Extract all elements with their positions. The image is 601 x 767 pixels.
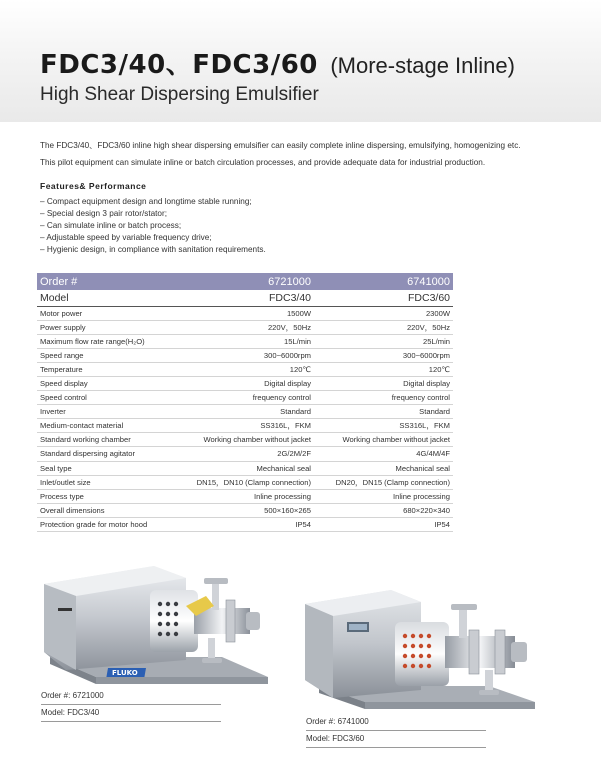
- spec-value: 1500W: [177, 306, 314, 320]
- spec-value: 2G/2M/2F: [177, 447, 314, 461]
- model-value: FDC3/40: [177, 290, 314, 306]
- spec-label: Maximum flow rate range(H₂O): [37, 334, 177, 348]
- order-row: [37, 273, 453, 290]
- spec-value: 220V，50Hz: [177, 320, 314, 334]
- spec-label: Seal type: [37, 461, 177, 475]
- spec-value: Inline processing: [177, 489, 314, 503]
- spec-value: 120℃: [314, 362, 453, 376]
- spec-value: Standard: [177, 405, 314, 419]
- brand-label: FLUKO: [112, 669, 138, 677]
- order-label: Order #: [37, 273, 177, 290]
- spec-value: Digital display: [314, 376, 453, 390]
- caption-fdc3-60: [306, 714, 486, 748]
- spec-value: IP54: [314, 517, 453, 531]
- spec-label: Protection grade for motor hood: [37, 517, 177, 531]
- spec-value: Digital display: [177, 376, 314, 390]
- spec-label: Medium-contact material: [37, 419, 177, 433]
- spec-label: Speed control: [37, 391, 177, 405]
- spec-row: [37, 376, 453, 390]
- product-photo-fdc3-60: [299, 586, 545, 716]
- caption-fdc3-40: [41, 688, 221, 722]
- spec-value: DN20，DN15 (Clamp connection): [314, 475, 453, 489]
- intro-text: [40, 137, 580, 171]
- spec-row: [37, 461, 453, 475]
- feature-item: – Adjustable speed by variable frequency drive;: [40, 232, 266, 244]
- spec-label: Motor power: [37, 306, 177, 320]
- spec-value: SS316L，FKM: [314, 419, 453, 433]
- spec-value: 680×220×340: [314, 503, 453, 517]
- caption-model: Model: FDC3/60: [306, 731, 486, 748]
- spec-value: frequency control: [314, 391, 453, 405]
- features-heading: Features& Performance: [40, 181, 147, 191]
- feature-item: – Compact equipment design and longtime stable running;: [40, 196, 266, 208]
- spec-row: [37, 320, 453, 334]
- spec-value: Working chamber without jacket: [314, 433, 453, 447]
- spec-label: Temperature: [37, 362, 177, 376]
- spec-value: 2300W: [314, 306, 453, 320]
- spec-value: DN15，DN10 (Clamp connection): [177, 475, 314, 489]
- caption-model: Model: FDC3/40: [41, 705, 221, 722]
- page-subtitle: High Shear Dispersing Emulsifier: [40, 84, 319, 105]
- spec-row: [37, 475, 453, 489]
- spec-value: frequency control: [177, 391, 314, 405]
- spec-row: [37, 306, 453, 320]
- caption-order: Order #: 6741000: [306, 714, 486, 731]
- spec-row: [37, 447, 453, 461]
- spec-value: 220V，50Hz: [314, 320, 453, 334]
- spec-label: Inlet/outlet size: [37, 475, 177, 489]
- spec-row: [37, 391, 453, 405]
- spec-value: 300~6000rpm: [177, 348, 314, 362]
- model-row: [37, 290, 453, 306]
- title-main: FDC3/40、FDC3/60: [40, 50, 318, 80]
- spec-value: 4G/4M/4F: [314, 447, 453, 461]
- spec-row: [37, 503, 453, 517]
- intro-line: This pilot equipment can simulate inline or batch circulation processes, and provide adequate data for industrial production.: [40, 158, 486, 167]
- spec-value: IP54: [177, 517, 314, 531]
- spec-row: [37, 348, 453, 362]
- spec-value: Standard: [314, 405, 453, 419]
- feature-item: – Hygienic design, in compliance with sanitation requirements.: [40, 244, 266, 256]
- model-value: FDC3/60: [314, 290, 453, 306]
- order-value: 6721000: [177, 273, 314, 290]
- title-sub: (More-stage Inline): [330, 53, 515, 78]
- spec-value: 15L/min: [177, 334, 314, 348]
- spec-label: Speed display: [37, 376, 177, 390]
- features-list: [40, 196, 266, 256]
- spec-value: 25L/min: [314, 334, 453, 348]
- spec-value: 500×160×265: [177, 503, 314, 517]
- spec-value: Inline processing: [314, 489, 453, 503]
- spec-label: Process type: [37, 489, 177, 503]
- intro-line: The FDC3/40、FDC3/60 inline high shear dispersing emulsifier can easily complete inline dispersing, emulsifying, homogenizing etc.: [40, 141, 521, 150]
- spec-value: SS316L，FKM: [177, 419, 314, 433]
- spec-row: [37, 419, 453, 433]
- spec-row: [37, 362, 453, 376]
- spec-label: Standard dispersing agitator: [37, 447, 177, 461]
- spec-table: [37, 273, 453, 532]
- model-label: Model: [37, 290, 177, 306]
- spec-row: [37, 433, 453, 447]
- spec-label: Overall dimensions: [37, 503, 177, 517]
- spec-value: Mechanical seal: [177, 461, 314, 475]
- product-photo-fdc3-40: [36, 552, 280, 692]
- spec-row: [37, 517, 453, 531]
- spec-label: Standard working chamber: [37, 433, 177, 447]
- spec-label: Speed range: [37, 348, 177, 362]
- spec-value: Mechanical seal: [314, 461, 453, 475]
- spec-row: [37, 334, 453, 348]
- spec-value: Working chamber without jacket: [177, 433, 314, 447]
- page-title: [40, 44, 515, 81]
- spec-row: [37, 405, 453, 419]
- caption-order: Order #: 6721000: [41, 688, 221, 705]
- spec-row: [37, 489, 453, 503]
- spec-value: 300~6000rpm: [314, 348, 453, 362]
- feature-item: – Can simulate inline or batch process;: [40, 220, 266, 232]
- spec-value: 120℃: [177, 362, 314, 376]
- feature-item: – Special design 3 pair rotor/stator;: [40, 208, 266, 220]
- spec-label: Power supply: [37, 320, 177, 334]
- order-value: 6741000: [314, 273, 453, 290]
- spec-label: Inverter: [37, 405, 177, 419]
